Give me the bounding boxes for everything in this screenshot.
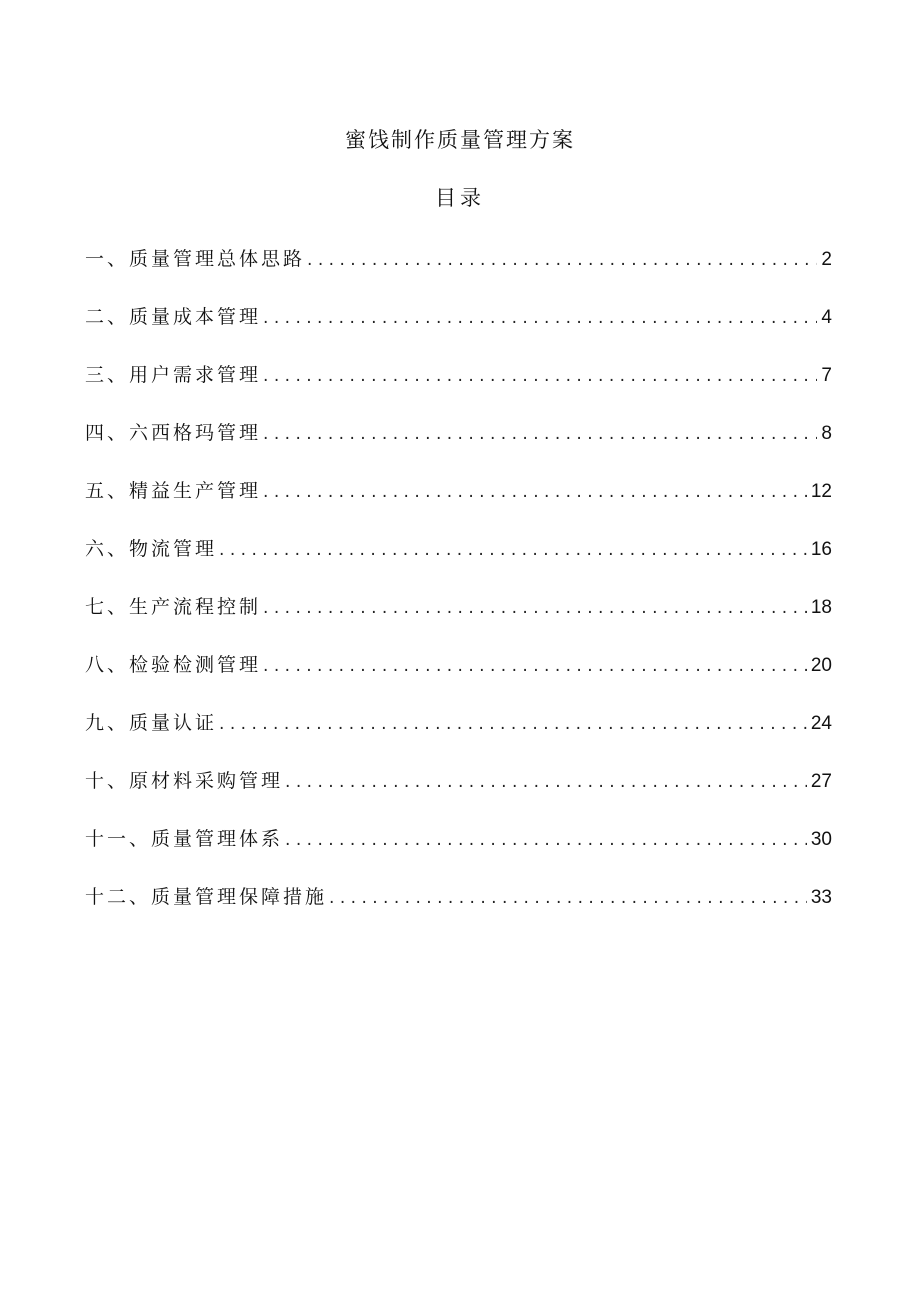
toc-leader-dots (285, 767, 807, 797)
toc-entry[interactable] (85, 766, 832, 824)
toc-entry-page: 27 (810, 771, 832, 792)
toc-entry[interactable] (85, 824, 832, 882)
toc-entry-label: 九、质量认证 (85, 712, 218, 734)
toc-leader-dots (263, 477, 807, 507)
toc-leader-dots (329, 883, 807, 913)
toc-entry-label: 六、物流管理 (85, 538, 218, 560)
toc-leader-dots (263, 593, 807, 623)
toc-heading: 目录 (435, 186, 485, 210)
toc-entry-page: 18 (810, 597, 832, 618)
table-of-contents (85, 244, 832, 940)
toc-entry[interactable] (85, 882, 832, 940)
toc-leader-dots (263, 651, 807, 681)
toc-entry-page: 20 (810, 655, 832, 676)
toc-entry[interactable] (85, 418, 832, 476)
toc-entry-label: 十二、质量管理保障措施 (85, 886, 328, 908)
toc-entry-label: 十一、质量管理体系 (85, 828, 284, 850)
document-title: 蜜饯制作质量管理方案 (345, 128, 575, 152)
toc-entry-page: 33 (810, 887, 832, 908)
toc-entry[interactable] (85, 708, 832, 766)
toc-entry[interactable] (85, 476, 832, 534)
toc-entry[interactable] (85, 244, 832, 302)
toc-entry-page: 30 (810, 829, 832, 850)
toc-leader-dots (307, 245, 817, 275)
toc-entry-label: 七、生产流程控制 (85, 596, 262, 618)
toc-leader-dots (263, 361, 817, 391)
toc-leader-dots (263, 303, 817, 333)
toc-leader-dots (263, 419, 817, 449)
toc-entry-page: 7 (821, 365, 832, 386)
toc-entry-label: 五、精益生产管理 (85, 480, 262, 502)
toc-leader-dots (285, 825, 807, 855)
toc-leader-dots (219, 535, 807, 565)
toc-entry[interactable] (85, 302, 832, 360)
toc-entry-label: 八、检验检测管理 (85, 654, 262, 676)
toc-entry[interactable] (85, 592, 832, 650)
toc-entry-page: 2 (821, 249, 832, 270)
toc-entry-page: 12 (810, 481, 832, 502)
toc-entry-label: 四、六西格玛管理 (85, 422, 262, 444)
toc-entry-page: 16 (810, 539, 832, 560)
toc-entry[interactable] (85, 650, 832, 708)
toc-entry-page: 8 (821, 423, 832, 444)
toc-entry-label: 十、原材料采购管理 (85, 770, 284, 792)
toc-entry[interactable] (85, 534, 832, 592)
toc-entry-label: 一、质量管理总体思路 (85, 248, 306, 270)
toc-entry-label: 三、用户需求管理 (85, 364, 262, 386)
toc-entry-page: 4 (821, 307, 832, 328)
toc-entry-label: 二、质量成本管理 (85, 306, 262, 328)
toc-entry-page: 24 (810, 713, 832, 734)
toc-leader-dots (219, 709, 807, 739)
toc-entry[interactable] (85, 360, 832, 418)
